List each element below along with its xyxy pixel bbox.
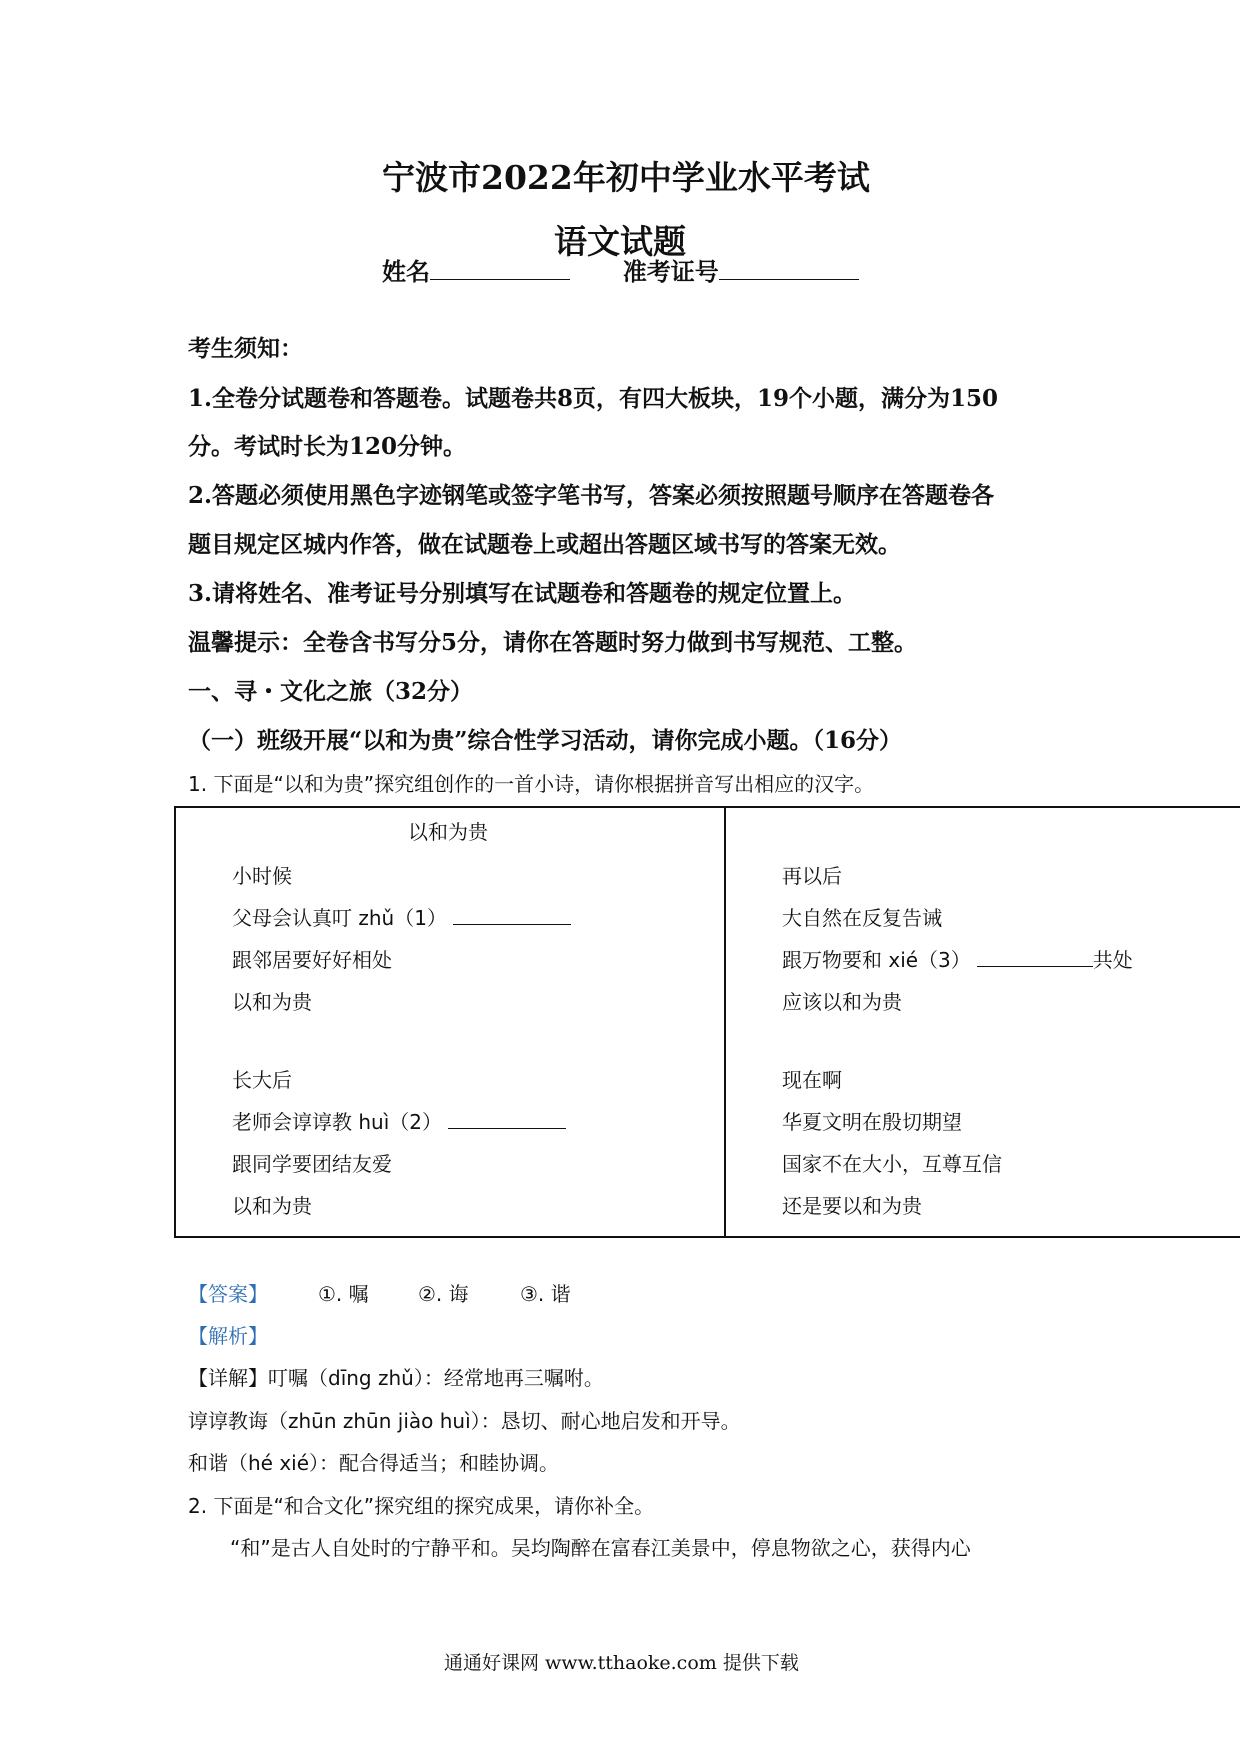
poem-right-line: [782, 944, 1133, 973]
notice-item3: 3.请将姓名、准考证号分别填写在试题卷和答题卷的规定位置上。: [188, 580, 857, 607]
notice-item1-line1: 1.全卷分试题卷和答题卷。试题卷共8页，有四大板块，19个小题，满分为150: [188, 385, 999, 412]
notice-item2-line2: 题目规定区城内作答，做在试题卷上或超出答题区域书写的答案无效。: [188, 531, 901, 558]
answer-1: ①. 嘱: [318, 1282, 369, 1306]
answer-blank-2[interactable]: [448, 1127, 566, 1129]
poem-right-text: 跟万物要和 xié（3）: [782, 948, 971, 972]
poem-right-line: 还是要以和为贵: [782, 1194, 922, 1218]
notice-heading: 考生须知：: [188, 335, 303, 362]
poem-left-text: 老师会谆谆教 huì（2）: [232, 1110, 442, 1134]
poem-left-line: 以和为贵: [232, 1194, 312, 1218]
poem-right-text: 共处: [1092, 948, 1133, 972]
poem-right-line: 华夏文明在殷切期望: [782, 1110, 962, 1134]
poem-left-line: 小时候: [232, 864, 292, 888]
section1-heading: 一、寻・文化之旅（32分）: [188, 678, 474, 705]
footer-note: 通通好课网 www.tthaoke.com 提供下载: [444, 1652, 799, 1674]
notice-item1-line2: 分。考试时长为120分钟。: [188, 433, 467, 460]
question-2-paragraph: “和”是古人自处时的宁静平和。吴均陶醉在富春江美景中，停息物欲之心，获得内心: [230, 1536, 971, 1560]
notice-item2-line1: 2.答题必须使用黑色字迹钢笔或签字笔书写，答案必须按照题号顺序在答题卷各: [188, 482, 995, 509]
poem-table: [174, 806, 1240, 1238]
poem-left-line: 长大后: [232, 1068, 292, 1092]
poem-left-text: 父母会认真叮 zhǔ（1）: [232, 906, 447, 930]
exam-title: 宁波市2022年初中学业水平考试: [382, 158, 870, 197]
poem-divider: [724, 808, 726, 1236]
poem-right-line: 现在啊: [782, 1068, 842, 1092]
notice-tip: 温馨提示：全卷含书写分5分，请你在答题时努力做到书写规范、工整。: [188, 629, 918, 656]
poem-right-line: 国家不在大小，互尊互信: [782, 1152, 1002, 1176]
poem-left-line: 跟邻居要好好相处: [232, 948, 392, 972]
analysis-detail: 【详解】叮嘱（dīng zhǔ）：经常地再三嘱咐。: [188, 1366, 604, 1390]
section1-subheading: （一）班级开展“以和为贵”综合性学习活动，请你完成小题。（16分）: [188, 727, 902, 754]
poem-left-line: 以和为贵: [232, 990, 312, 1014]
analysis-detail: 和谐（hé xié）：配合得适当；和睦协调。: [188, 1451, 560, 1475]
answer-blank-1[interactable]: [453, 923, 571, 925]
exam-subtitle: 语文试题: [554, 222, 686, 261]
id-blank[interactable]: [719, 278, 859, 280]
name-blank[interactable]: [430, 278, 570, 280]
answer-3: ③. 谐: [520, 1282, 571, 1306]
poem-left-line: [232, 902, 571, 931]
analysis-detail: 谆谆教诲（zhūn zhūn jiào huì）：恳切、耐心地启发和开导。: [188, 1409, 741, 1433]
poem-right-line: 再以后: [782, 864, 842, 888]
poem-left-line: 跟同学要团结友爱: [232, 1152, 392, 1176]
analysis-label: 【解析】: [188, 1324, 268, 1348]
poem-title: 以和为贵: [408, 820, 488, 844]
question-2: 2. 下面是“和合文化”探究组的探究成果，请你补全。: [188, 1494, 655, 1518]
question-1: 1. 下面是“以和为贵”探究组创作的一首小诗，请你根据拼音写出相应的汉字。: [188, 772, 875, 796]
name-label: 姓名: [382, 257, 430, 286]
answer-blank-3[interactable]: [977, 965, 1093, 967]
poem-right-line: 大自然在反复告诫: [782, 906, 942, 930]
id-label: 准考证号: [622, 257, 719, 286]
poem-left-line: [232, 1106, 566, 1135]
name-id-row: [382, 252, 859, 287]
answer-label: 【答案】: [188, 1282, 268, 1306]
answer-2: ②. 诲: [418, 1282, 469, 1306]
poem-right-line: 应该以和为贵: [782, 990, 902, 1014]
